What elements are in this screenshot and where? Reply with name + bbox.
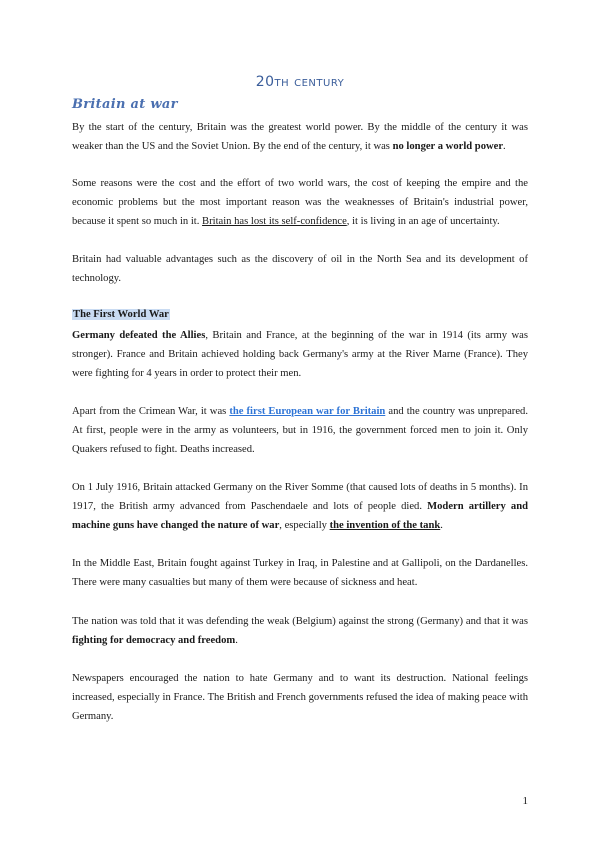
paragraph-6 (72, 478, 528, 535)
text: Some reasons were the cost and the effort of two world wars, the cost of keeping the empire and the economic problems but the most important reason was the weaknesses of Britain's industrial power, because it spent so much in it. (72, 178, 528, 227)
underlined-text: Britain has lost its self-confidence (202, 216, 347, 227)
section-heading: Britain at war (72, 97, 178, 112)
text: . (440, 520, 443, 531)
text: The nation was told that it was defending the weak (Belgium) against the strong (Germany) and that it was (72, 616, 528, 627)
paragraph-5 (72, 402, 528, 459)
text: , it is living in an age of uncertainty. (346, 216, 500, 227)
text: On 1 July 1916, Britain attacked Germany on the River Somme (that caused lots of deaths in 5 months). In 1917, the British army advanced from Paschendaele and lots of people died. (72, 482, 528, 512)
bold-text: Germany defeated the Allies (72, 330, 206, 341)
text: . (235, 635, 238, 646)
bold-text: fighting for democracy and freedom (72, 635, 236, 646)
text: Newspapers encouraged the nation to hate Germany and to want its destruction. National feelings increased, especially in France. The British and French governments refused the idea of making peace with Germany. (72, 673, 528, 722)
subheading-first-world-war: The First World War (73, 309, 169, 320)
paragraph-2 (72, 174, 528, 231)
bold-text: Modern artillery and machine guns have changed the nature of war (72, 501, 529, 531)
page-title: 20th century (255, 74, 345, 90)
paragraph-4 (72, 326, 528, 383)
text: In the Middle East, Britain fought against Turkey in Iraq, in Palestine and at Gallipoli, on the Dardanelles. There were many casualties but many of them were because of sickness and heat. (72, 558, 528, 588)
page-number: 1 (522, 795, 528, 807)
paragraph-3 (72, 250, 528, 288)
paragraph-7 (72, 554, 528, 592)
bold-underlined-text: the invention of the tank (329, 520, 441, 531)
text: . (503, 141, 506, 152)
paragraph-9 (72, 669, 528, 726)
first-european-war-link[interactable]: the first European war for Britain (229, 406, 386, 417)
text: By the start of the century, Britain was the greatest world power. By the middle of the century it was weaker than the US and the Soviet Union. By the end of the century, it was (72, 122, 528, 152)
paragraph-1 (72, 118, 528, 156)
text: Britain had valuable advantages such as the discovery of oil in the North Sea and its development of technology. (72, 254, 528, 284)
text: , Britain and France, at the beginning of the war in 1914 (its army was stronger). France and Britain achieved holding back Germany's army at the River Marne (France). They were fighting for 4 years in order to protect their men. (72, 330, 528, 379)
text: Apart from the Crimean War, it was (72, 406, 230, 417)
paragraph-8 (72, 612, 528, 650)
bold-text: no longer a world power (392, 141, 504, 152)
text: , especially (279, 520, 330, 531)
text: and the country was unprepared. At first, people were in the army as volunteers, but in 1916, the government forced men to join it. Only Quakers refused to fight. Deaths increased. (72, 406, 528, 455)
